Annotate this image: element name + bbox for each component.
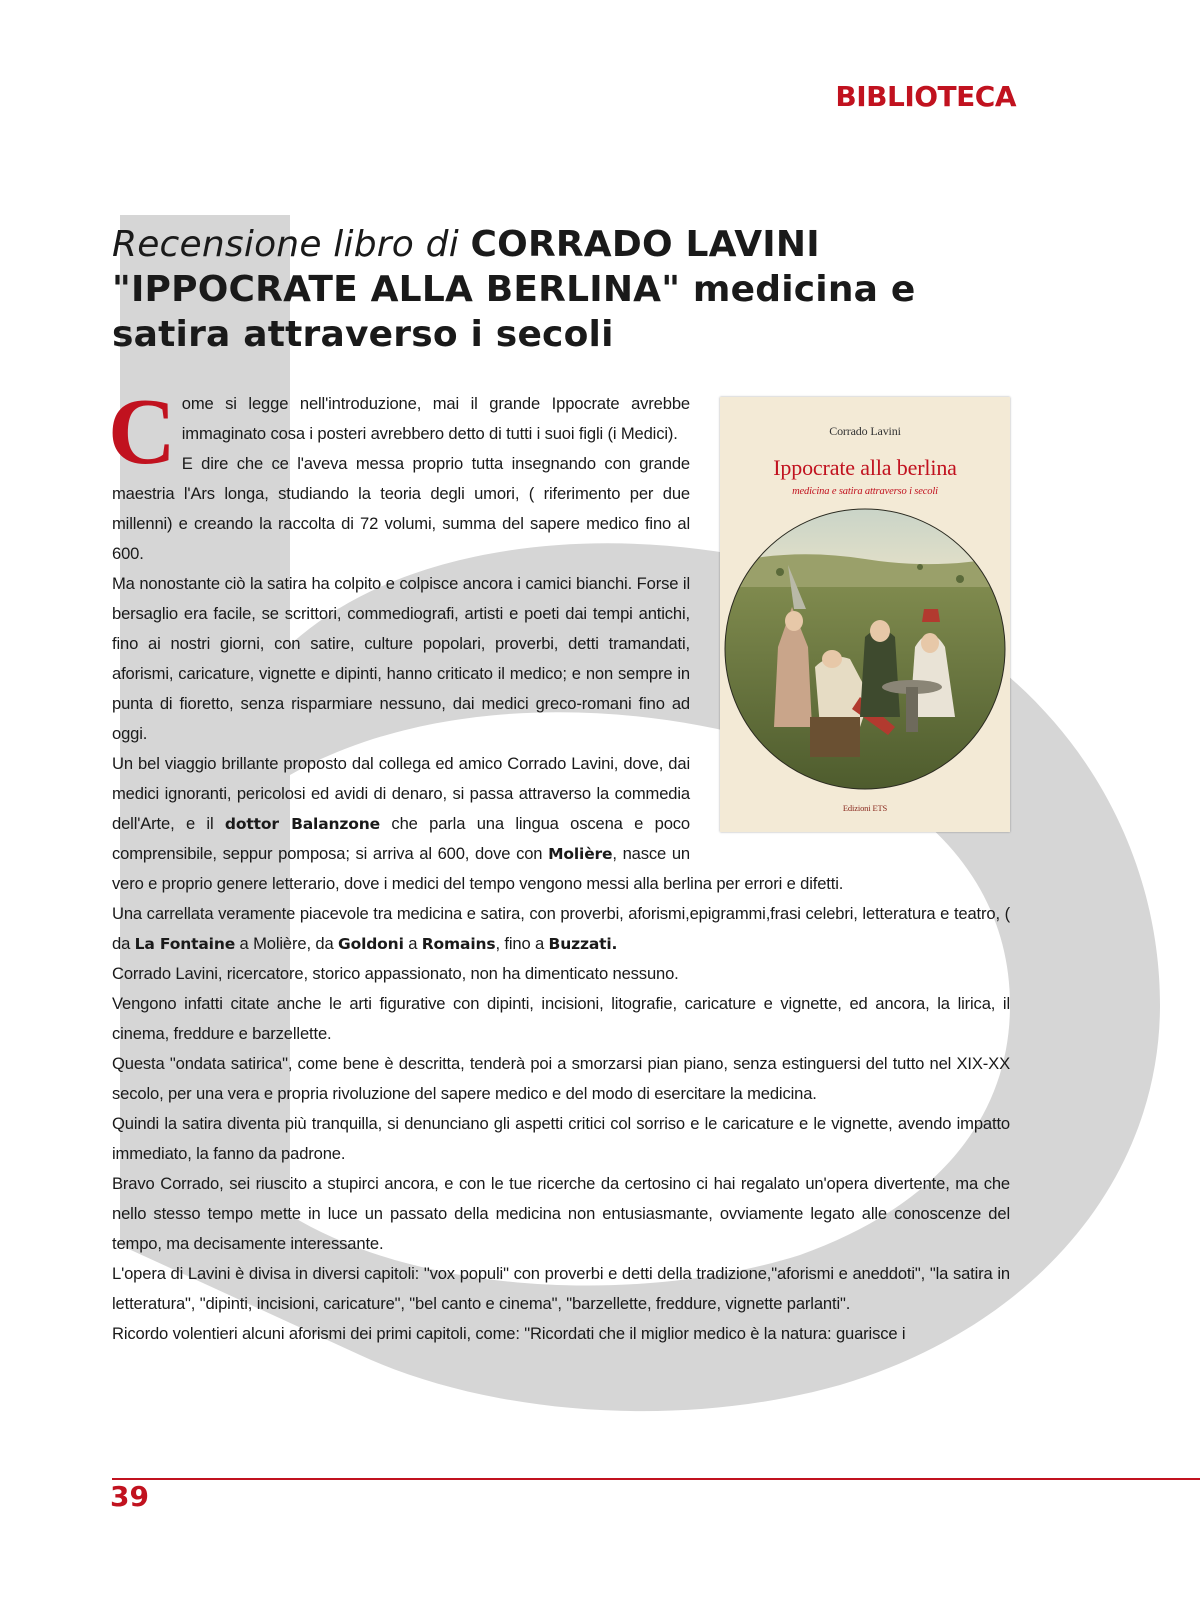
drop-cap: C bbox=[108, 380, 176, 484]
paragraph-10: Bravo Corrado, sei riuscito a stupirci ancora, e con le tue ricerche da certosino ci hai regalato un'opera divertente, ma che nello stesso tempo mette in luce un passato della medicina non entusiasmante, ovviamente legato alle conoscenze del tempo, ma decisamente interessante. bbox=[112, 1174, 1010, 1253]
title-book: "IPPOCRATE ALLA BERLINA" medicina e satira attraverso i secoli bbox=[112, 269, 916, 355]
book-cover-image bbox=[720, 397, 1010, 832]
paragraph-12: Ricordo volentieri alcuni aforismi dei primi capitoli, come: "Ricordati che il miglior medico è la natura: guarisce i bbox=[112, 1324, 906, 1343]
title-author: CORRADO LAVINI bbox=[470, 224, 820, 265]
paragraph-2: E dire che ce l'aveva messa proprio tutta insegnando con grande maestria l'Ars longa, studiando la teoria degli umori, ( riferimento per due millenni) e creando la raccolta di 72 volumi, summa del sapere medico fino al 600. bbox=[112, 454, 690, 563]
cover-author: Corrado Lavini bbox=[829, 424, 901, 438]
cover-publisher: Edizioni ETS bbox=[842, 803, 888, 813]
name-la-fontaine: La Fontaine bbox=[134, 935, 236, 953]
article-title bbox=[112, 222, 1012, 357]
name-balanzone: dottor Balanzone bbox=[224, 815, 381, 833]
book-cover-illustration bbox=[720, 397, 1010, 832]
paragraph-7: Vengono infatti citate anche le arti figurative con dipinti, incisioni, litografie, caricature e vignette, ed ancora, la lirica, il cinema, freddure e barzellette. bbox=[112, 994, 1010, 1043]
section-label: BIBLIOTECA bbox=[835, 80, 1016, 113]
paragraph-1: Come si legge nell'introduzione, mai il grande Ippocrate avrebbe immaginato cosa i posteri avrebbero detto di tutti i suoi figli (i Medici). bbox=[108, 380, 690, 484]
paragraph-11: L'opera di Lavini è divisa in diversi capitoli: "vox populi" con proverbi e detti della tradizione,"aforismi e aneddoti", "la satira in letteratura", "dipinti, incisioni, caricature", "bel canto e cinema", "barzellette, freddure, vignette parlanti". bbox=[112, 1264, 1010, 1313]
paragraph-4: Un bel viaggio brillante proposto dal collega ed amico Corrado Lavini, dove, dai medici ignoranti, pericolosi ed avidi di denaro, si passa attraverso la commedia dell'Arte, e il dottor Balanzone che parla una lingua oscena e poco comprensibile, seppur pomposa; si arriva al 600, dove con Molière, nasce un vero e proprio genere letterario, dove i medici del tempo vengono messi alla berlina per errori e difetti. bbox=[112, 754, 844, 893]
page-number: 39 bbox=[110, 1480, 149, 1513]
paragraph-3: Ma nonostante ciò la satira ha colpito e colpisce ancora i camici bianchi. Forse il bersaglio era facile, se scrittori, commediografi, artisti e poeti dai tempi antichi, fino ai nostri giorni, con satire, culture popolari, proverbi, detti tramandati, aforismi, caricature, vignette e dipinti, hanno criticato il medico; e non sempre in punta di fioretto, senza risparmiare nessuno, dai medici greco-romani fino ad oggi. bbox=[112, 574, 690, 743]
name-goldoni: Goldoni bbox=[338, 935, 404, 953]
paragraph-6: Corrado Lavini, ricercatore, storico appassionato, non ha dimenticato nessuno. bbox=[112, 964, 679, 983]
paragraph-5: Una carrellata veramente piacevole tra medicina e satira, con proverbi, aforismi,epigrammi,frasi celebri, letteratura e teatro, ( da La Fontaine a Molière, da Goldoni a Romains, fino a Buzzati. bbox=[112, 904, 1010, 953]
cover-title: Ippocrate alla berlina bbox=[773, 455, 957, 480]
name-buzzati: Buzzati. bbox=[548, 935, 618, 953]
cover-subtitle: medicina e satira attraverso i secoli bbox=[792, 486, 938, 497]
name-romains: Romains bbox=[421, 935, 496, 953]
paragraph-8: Questa "ondata satirica", come bene è descritta, tenderà poi a smorzarsi pian piano, senza estinguersi del tutto nel XIX-XX secolo, per una vera e propria rivoluzione del sapere medico e del modo di esercitare la medicina. bbox=[112, 1054, 1010, 1103]
paragraph-9: Quindi la satira diventa più tranquilla, si denunciano gli aspetti critici col sorriso e le caricature e le vignette, avendo impatto immediato, la fanno da padrone. bbox=[112, 1114, 1010, 1163]
name-moliere: Molière bbox=[548, 845, 613, 863]
article-body bbox=[108, 380, 1010, 1349]
title-intro: Recensione libro di bbox=[112, 224, 471, 265]
footer-rule bbox=[112, 1478, 1200, 1480]
